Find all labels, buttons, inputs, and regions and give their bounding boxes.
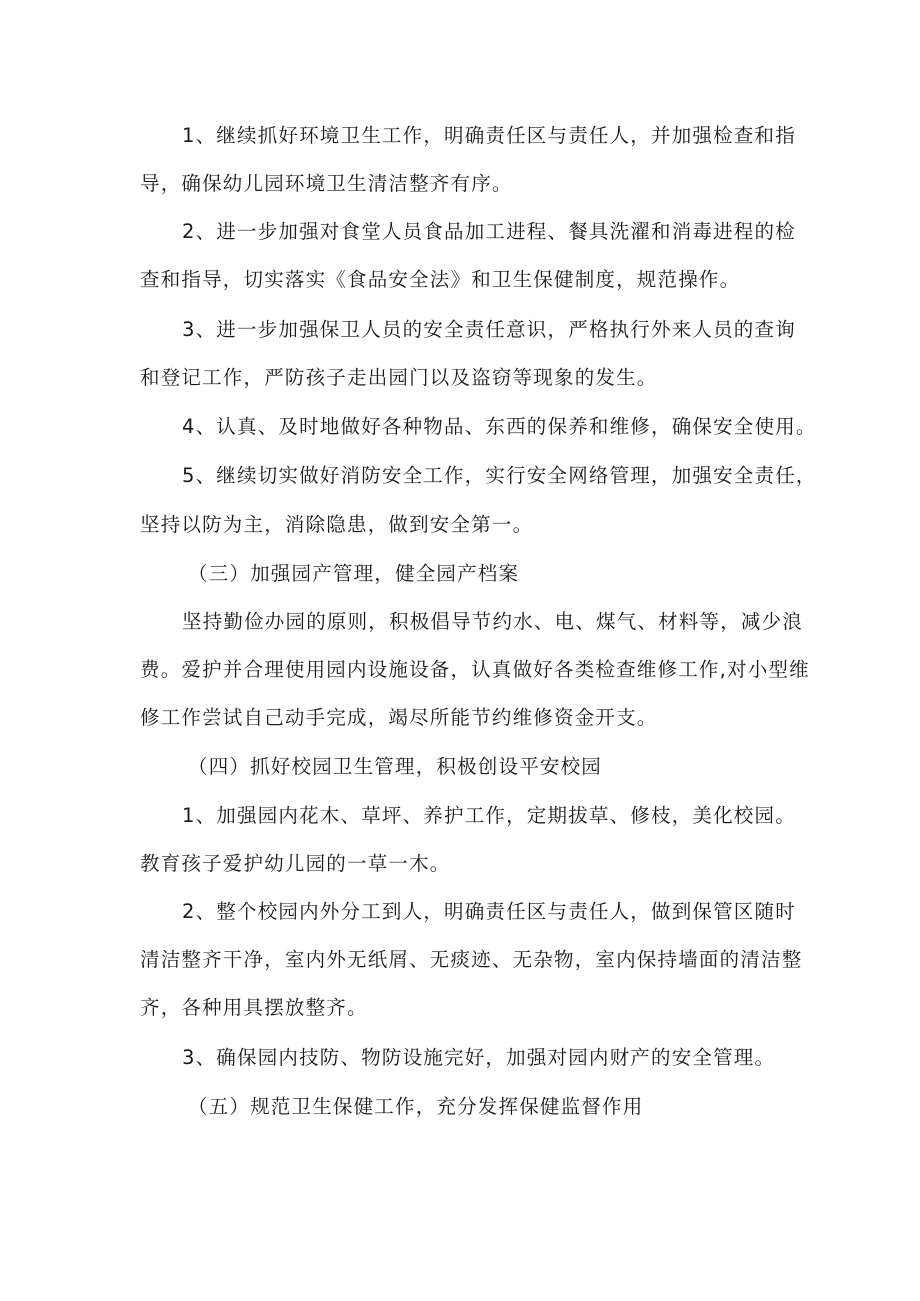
text-line: 清洁整齐干净，室内外无纸屑、无痰迹、无杂物，室内保持墙面的清洁整: [140, 948, 803, 971]
text-line: 教育孩子爱护幼儿园的一草一木。: [140, 852, 451, 875]
text-line: 1、继续抓好环境卫生工作，明确责任区与责任人，并加强检查和指: [182, 124, 796, 147]
text-line: 和登记工作，严防孩子走出园门以及盗窃等现象的发生。: [140, 366, 658, 389]
text-line: 5、继续切实做好消防安全工作，实行安全网络管理，加强安全责任，: [182, 464, 817, 487]
text-line: 4、认真、及时地做好各种物品、东西的保养和维修，确保安全使用。: [182, 415, 817, 438]
section-heading: （五）规范卫生保健工作，充分发挥保健监督作用: [188, 1095, 644, 1118]
text-line: 坚持勤俭办园的原则，积极倡导节约水、电、煤气、材料等，减少浪: [182, 610, 804, 633]
section-heading: （三）加强园产管理，健全园产档案: [188, 562, 520, 585]
text-line: 1、加强园内花木、草坪、养护工作，定期拔草、修枝，美化校园。: [182, 804, 796, 827]
text-line: 查和指导，切实落实《食品安全法》和卫生保健制度，规范操作。: [140, 268, 741, 291]
text-line: 齐，各种用具摆放整齐。: [140, 996, 368, 1019]
text-line: 2、整个校园内外分工到人，明确责任区与责任人，做到保管区随时: [182, 900, 796, 923]
section-heading: （四）抓好校园卫生管理，积极创设平安校园: [188, 755, 603, 778]
text-line: 3、确保园内技防、物防设施完好，加强对园内财产的安全管理。: [182, 1046, 776, 1069]
text-line: 3、进一步加强保卫人员的安全责任意识，严格执行外来人员的查询: [182, 318, 796, 341]
text-line: 导，确保幼儿园环境卫生清洁整齐有序。: [140, 172, 513, 195]
text-line: 2、进一步加强对食堂人员食品加工进程、餐具洗濯和消毒进程的检: [182, 220, 796, 243]
text-line: 修工作尝试自己动手完成，竭尽所能节约维修资金开支。: [140, 706, 658, 729]
text-line: 费。爱护并合理使用园内设施设备，认真做好各类检查维修工作,对小型维: [140, 658, 810, 681]
text-line: 坚持以防为主，消除隐患，做到安全第一。: [140, 513, 534, 536]
